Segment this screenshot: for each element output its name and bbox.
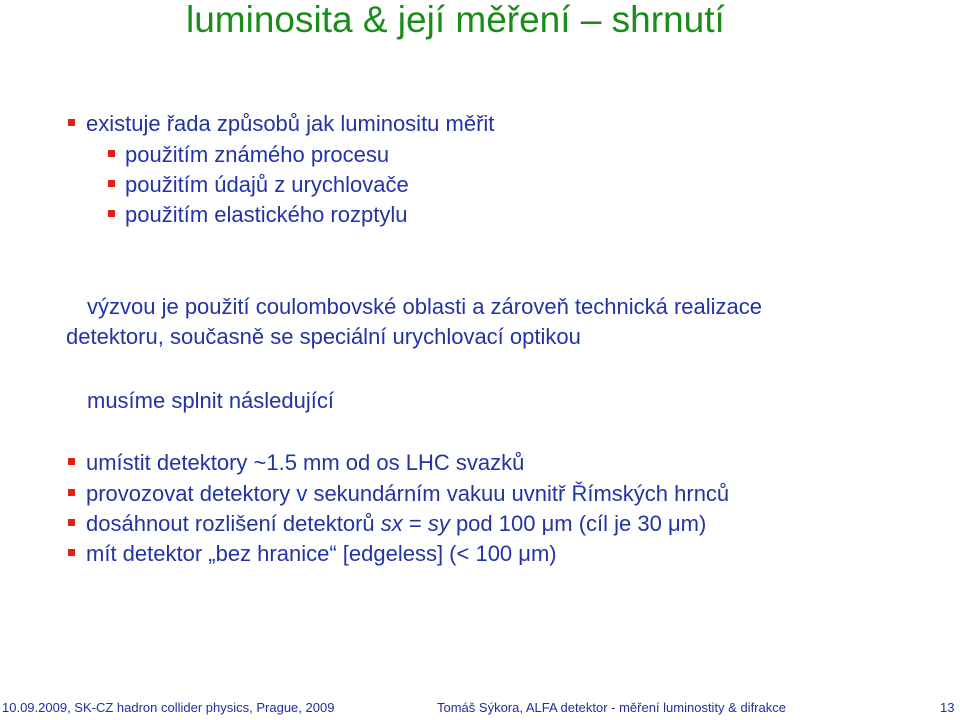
footer-left: 10.09.2009, SK-CZ hadron collider physics, Prague, 2009 bbox=[2, 700, 335, 715]
bullet-icon bbox=[68, 519, 75, 526]
bullet-icon bbox=[108, 150, 115, 157]
must-intro: musíme splnit následující bbox=[87, 388, 334, 413]
bullet-icon bbox=[68, 549, 75, 556]
ways-intro: existuje řada způsobů jak luminositu měřit bbox=[86, 111, 495, 136]
bullet-icon bbox=[68, 119, 75, 126]
way-item: použitím známého procesu bbox=[125, 142, 390, 167]
equals-sign: = bbox=[402, 511, 428, 536]
challenge-line: detektoru, současně se speciální urychlovací optikou bbox=[66, 324, 581, 349]
requirement-item: provozovat detektory v sekundárním vakuu uvnitř Římských hrnců bbox=[86, 481, 730, 506]
footer-center: Tomáš Sýkora, ALFA detektor - měření luminostity & difrakce bbox=[437, 700, 786, 715]
bullet-icon bbox=[68, 489, 75, 496]
bullet-icon bbox=[108, 180, 115, 187]
sx-symbol: sx bbox=[380, 511, 403, 536]
requirement-item bbox=[86, 511, 706, 537]
requirement-item: umístit detektory ~1.5 mm od os LHC svazků bbox=[86, 450, 525, 475]
way-item: použitím údajů z urychlovače bbox=[125, 172, 409, 197]
requirement-item: mít detektor „bez hranice“ [edgeless] (< 100 μm) bbox=[86, 541, 557, 566]
bullet-icon bbox=[68, 458, 75, 465]
requirement-text: pod 100 μm (cíl je 30 μm) bbox=[449, 511, 707, 536]
requirement-text: dosáhnout rozlišení detektorů bbox=[86, 511, 381, 536]
way-item: použitím elastického rozptylu bbox=[125, 202, 408, 227]
page-number: 13 bbox=[940, 700, 955, 715]
sy-symbol: sy bbox=[427, 511, 450, 536]
bullet-icon bbox=[108, 210, 115, 217]
slide-title: luminosita & její měření – shrnutí bbox=[186, 0, 725, 40]
challenge-line: výzvou je použití coulombovské oblasti a zároveň technická realizace bbox=[87, 294, 763, 319]
